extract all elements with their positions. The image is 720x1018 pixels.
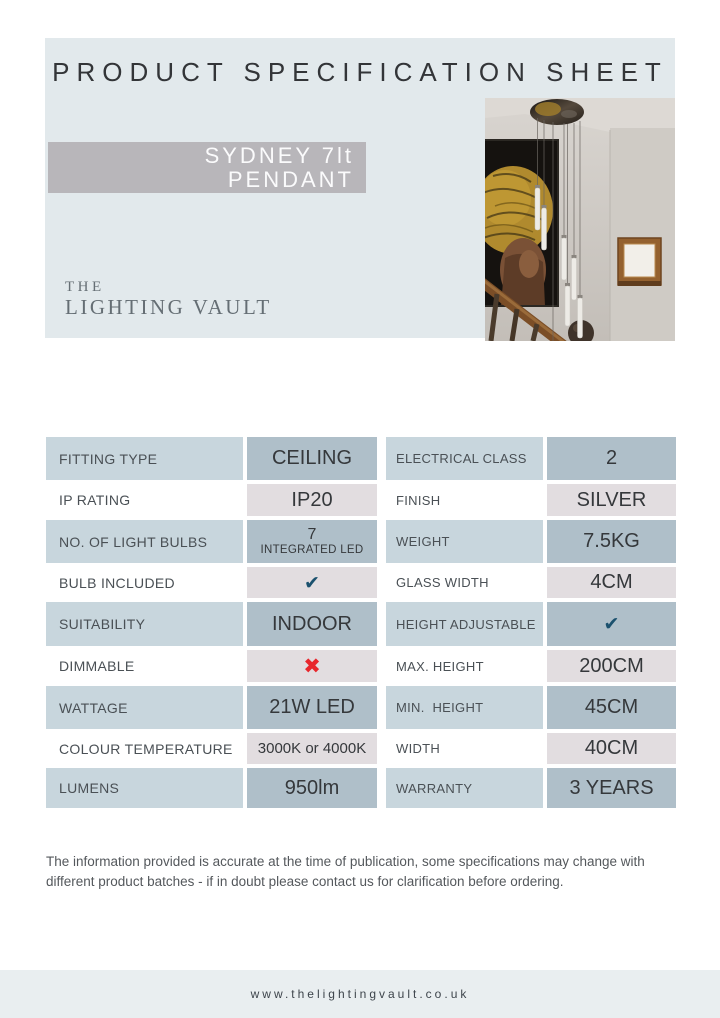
- spec-table: [46, 437, 676, 808]
- spec-value: 40CM: [547, 733, 676, 764]
- spec-label: LUMENS: [46, 768, 243, 808]
- bottom-bar: [0, 970, 720, 1018]
- spec-value: 4CM: [547, 567, 676, 598]
- spec-value: SILVER: [547, 484, 676, 516]
- product-photo-illustration: [485, 98, 675, 341]
- website-url: www.thelightingvault.co.uk: [250, 987, 470, 1001]
- spec-value: CEILING: [247, 437, 377, 480]
- brand-logo-the: THE: [65, 279, 105, 295]
- ceiling-canopy: [530, 99, 584, 125]
- spec-label: IP RATING: [59, 492, 131, 508]
- check-icon: ✔: [603, 613, 620, 635]
- spec-label: WIDTH: [396, 741, 441, 756]
- spec-label: ELECTRICAL CLASS: [386, 437, 543, 480]
- spec-value: 950lm: [247, 768, 377, 808]
- spec-value: 3000K or 4000K: [247, 733, 377, 764]
- check-icon: ✔: [304, 571, 320, 594]
- product-name-box: [48, 142, 366, 193]
- spec-label: WEIGHT: [386, 520, 543, 563]
- spec-label: MIN. HEIGHT: [386, 686, 543, 729]
- spec-label: COLOUR TEMPERATURE: [59, 740, 233, 757]
- spec-label: FITTING TYPE: [46, 437, 243, 480]
- spec-label: FINISH: [396, 492, 441, 508]
- spec-label: BULB INCLUDED: [59, 574, 175, 591]
- window: [618, 238, 661, 286]
- spec-label: WARRANTY: [386, 768, 543, 808]
- product-name-line2: PENDANT: [227, 166, 354, 192]
- spec-value: 200CM: [547, 650, 676, 682]
- spec-value: 45CM: [547, 686, 676, 729]
- brand-logo: [65, 279, 272, 318]
- spec-value: [247, 520, 377, 563]
- spec-label: HEIGHT ADJUSTABLE: [386, 602, 543, 646]
- disclaimer-text: The information provided is accurate at the time of publication, some specifications may change with different product batches - if in doubt please contact us for clarification before ordering.: [46, 854, 645, 890]
- spec-label: SUITABILITY: [46, 602, 243, 646]
- spec-value: 7.5KG: [547, 520, 676, 563]
- spec-value: [547, 602, 676, 646]
- spec-value: [247, 650, 377, 682]
- spec-value: IP20: [247, 484, 377, 516]
- spec-value-line1: 7: [307, 525, 317, 543]
- spec-label: MAX. HEIGHT: [396, 658, 484, 674]
- page-title: PRODUCT SPECIFICATION SHEET: [52, 57, 668, 87]
- spec-value: 21W LED: [247, 686, 377, 729]
- product-name-line1: SYDNEY 7lt: [204, 142, 354, 168]
- spec-value: 2: [547, 437, 676, 480]
- spec-label: WATTAGE: [46, 686, 243, 729]
- spec-label: DIMMABLE: [59, 658, 135, 674]
- spec-label: NO. OF LIGHT BULBS: [46, 520, 243, 563]
- spec-value: 3 YEARS: [547, 768, 676, 808]
- product-photo: [485, 98, 675, 341]
- brand-logo-lighting-vault: LIGHTING VAULT: [65, 295, 272, 319]
- spec-value-line2: INTEGRATED LED: [260, 544, 364, 557]
- spec-label: GLASS WIDTH: [396, 575, 489, 590]
- spec-value: INDOOR: [247, 602, 377, 646]
- spec-value: [247, 567, 377, 598]
- cross-icon: ✖: [303, 654, 321, 678]
- painting: [485, 140, 558, 306]
